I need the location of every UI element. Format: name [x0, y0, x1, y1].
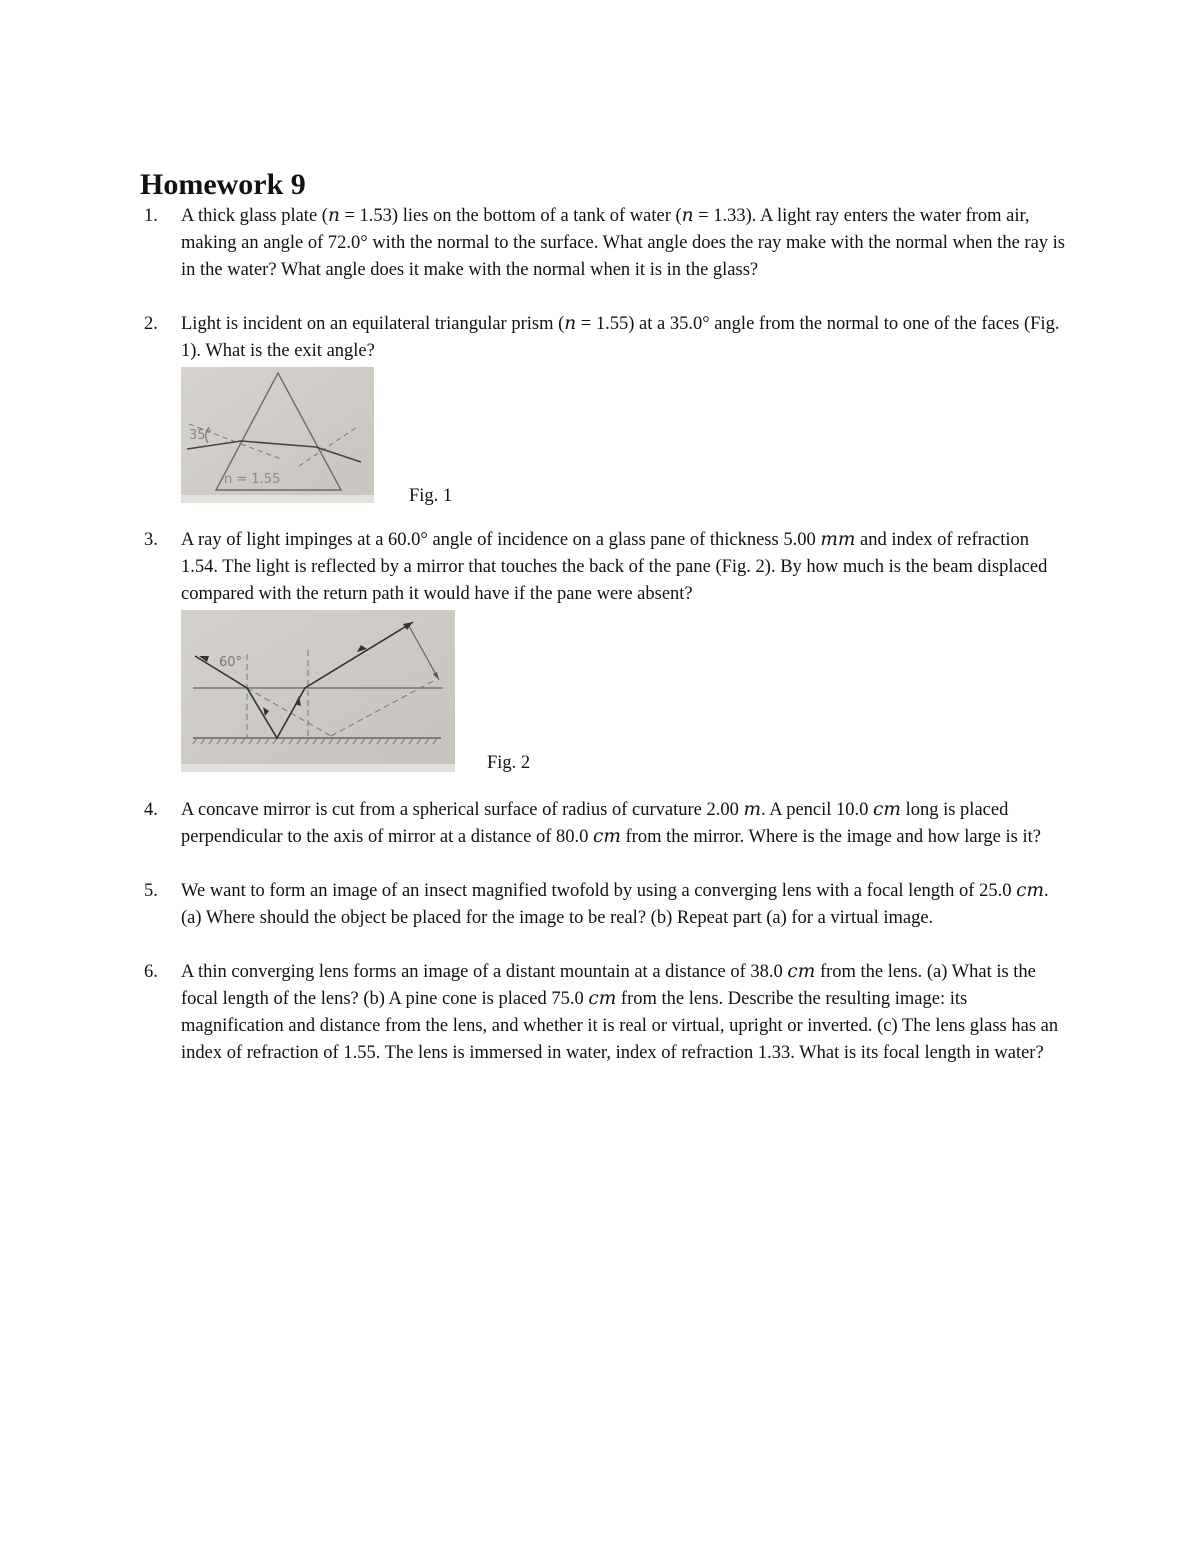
problem-number: 1. — [144, 206, 158, 226]
problem-number: 6. — [144, 962, 158, 982]
figure-2 — [181, 608, 1065, 773]
index-label: n = 1.55 — [224, 472, 281, 487]
problem-number: 4. — [144, 800, 158, 820]
problem-3 — [140, 527, 1065, 773]
problem-2 — [140, 311, 1065, 506]
problem-6 — [140, 959, 1065, 1067]
figure-caption: Fig. 2 — [487, 753, 531, 773]
problem-text: We want to form an image of an insect magnified twofold by using a converging lens with a focal length of 25.0 𝑐𝑚. (a) Where should the object be placed for the image to be real? (b) Repeat part (a) for a virtual image. — [181, 881, 1049, 928]
problem-number: 3. — [144, 530, 158, 550]
problem-text: Light is incident on an equilateral triangular prism (𝑛 = 1.55) at a 35.0° angle from the normal to one of the faces (Fig. 1). What is the exit angle? — [181, 314, 1060, 361]
problem-number: 2. — [144, 314, 158, 334]
problem-list — [140, 203, 1065, 1067]
angle-label: 35° — [189, 428, 213, 443]
problem-4 — [140, 797, 1065, 851]
prism-diagram-image — [181, 367, 374, 503]
problem-text: A ray of light impinges at a 60.0° angle of incidence on a glass pane of thickness 5.00 𝑚𝑚 and index of refraction 1.54. The light is reflected by a mirror that touches the back of the pane (Fig. 2). By how much is the beam displaced compared with the return path it would have if the pane were absent? — [181, 530, 1048, 604]
page-title: Homework 9 — [140, 168, 306, 201]
figure-1 — [181, 365, 1065, 506]
problem-5 — [140, 878, 1065, 932]
problem-number: 5. — [144, 881, 158, 901]
problem-1 — [140, 203, 1065, 284]
glass-pane-diagram-image — [181, 610, 455, 772]
figure-caption: Fig. 1 — [409, 486, 453, 506]
angle-label: 60° — [219, 655, 243, 670]
problem-text: A concave mirror is cut from a spherical surface of radius of curvature 2.00 𝑚. A pencil 10.0 𝑐𝑚 long is placed perpendicular to the axis of mirror at a distance of 80.0 𝑐𝑚 from the mirror. Where is the image and how large is it? — [181, 800, 1041, 847]
problem-text: A thick glass plate (𝑛 = 1.53) lies on the bottom of a tank of water (𝑛 = 1.33). A light ray enters the water from air, making an angle of 72.0° with the normal to the surface. What angle does the ray make with the normal when the ray is in the water? What angle does it make with the normal when it is in the glass? — [181, 206, 1065, 280]
problem-text: A thin converging lens forms an image of a distant mountain at a distance of 38.0 𝑐𝑚 from the lens. (a) What is the focal length of the lens? (b) A pine cone is placed 75.0 𝑐𝑚 from the lens. Describe the resulting image: its magnification and distance from the lens, and whether it is real or virtual, upright or inverted. (c) The lens glass has an index of refraction of 1.55. The lens is immersed in water, index of refraction 1.33. What is its focal length in water? — [181, 962, 1059, 1063]
